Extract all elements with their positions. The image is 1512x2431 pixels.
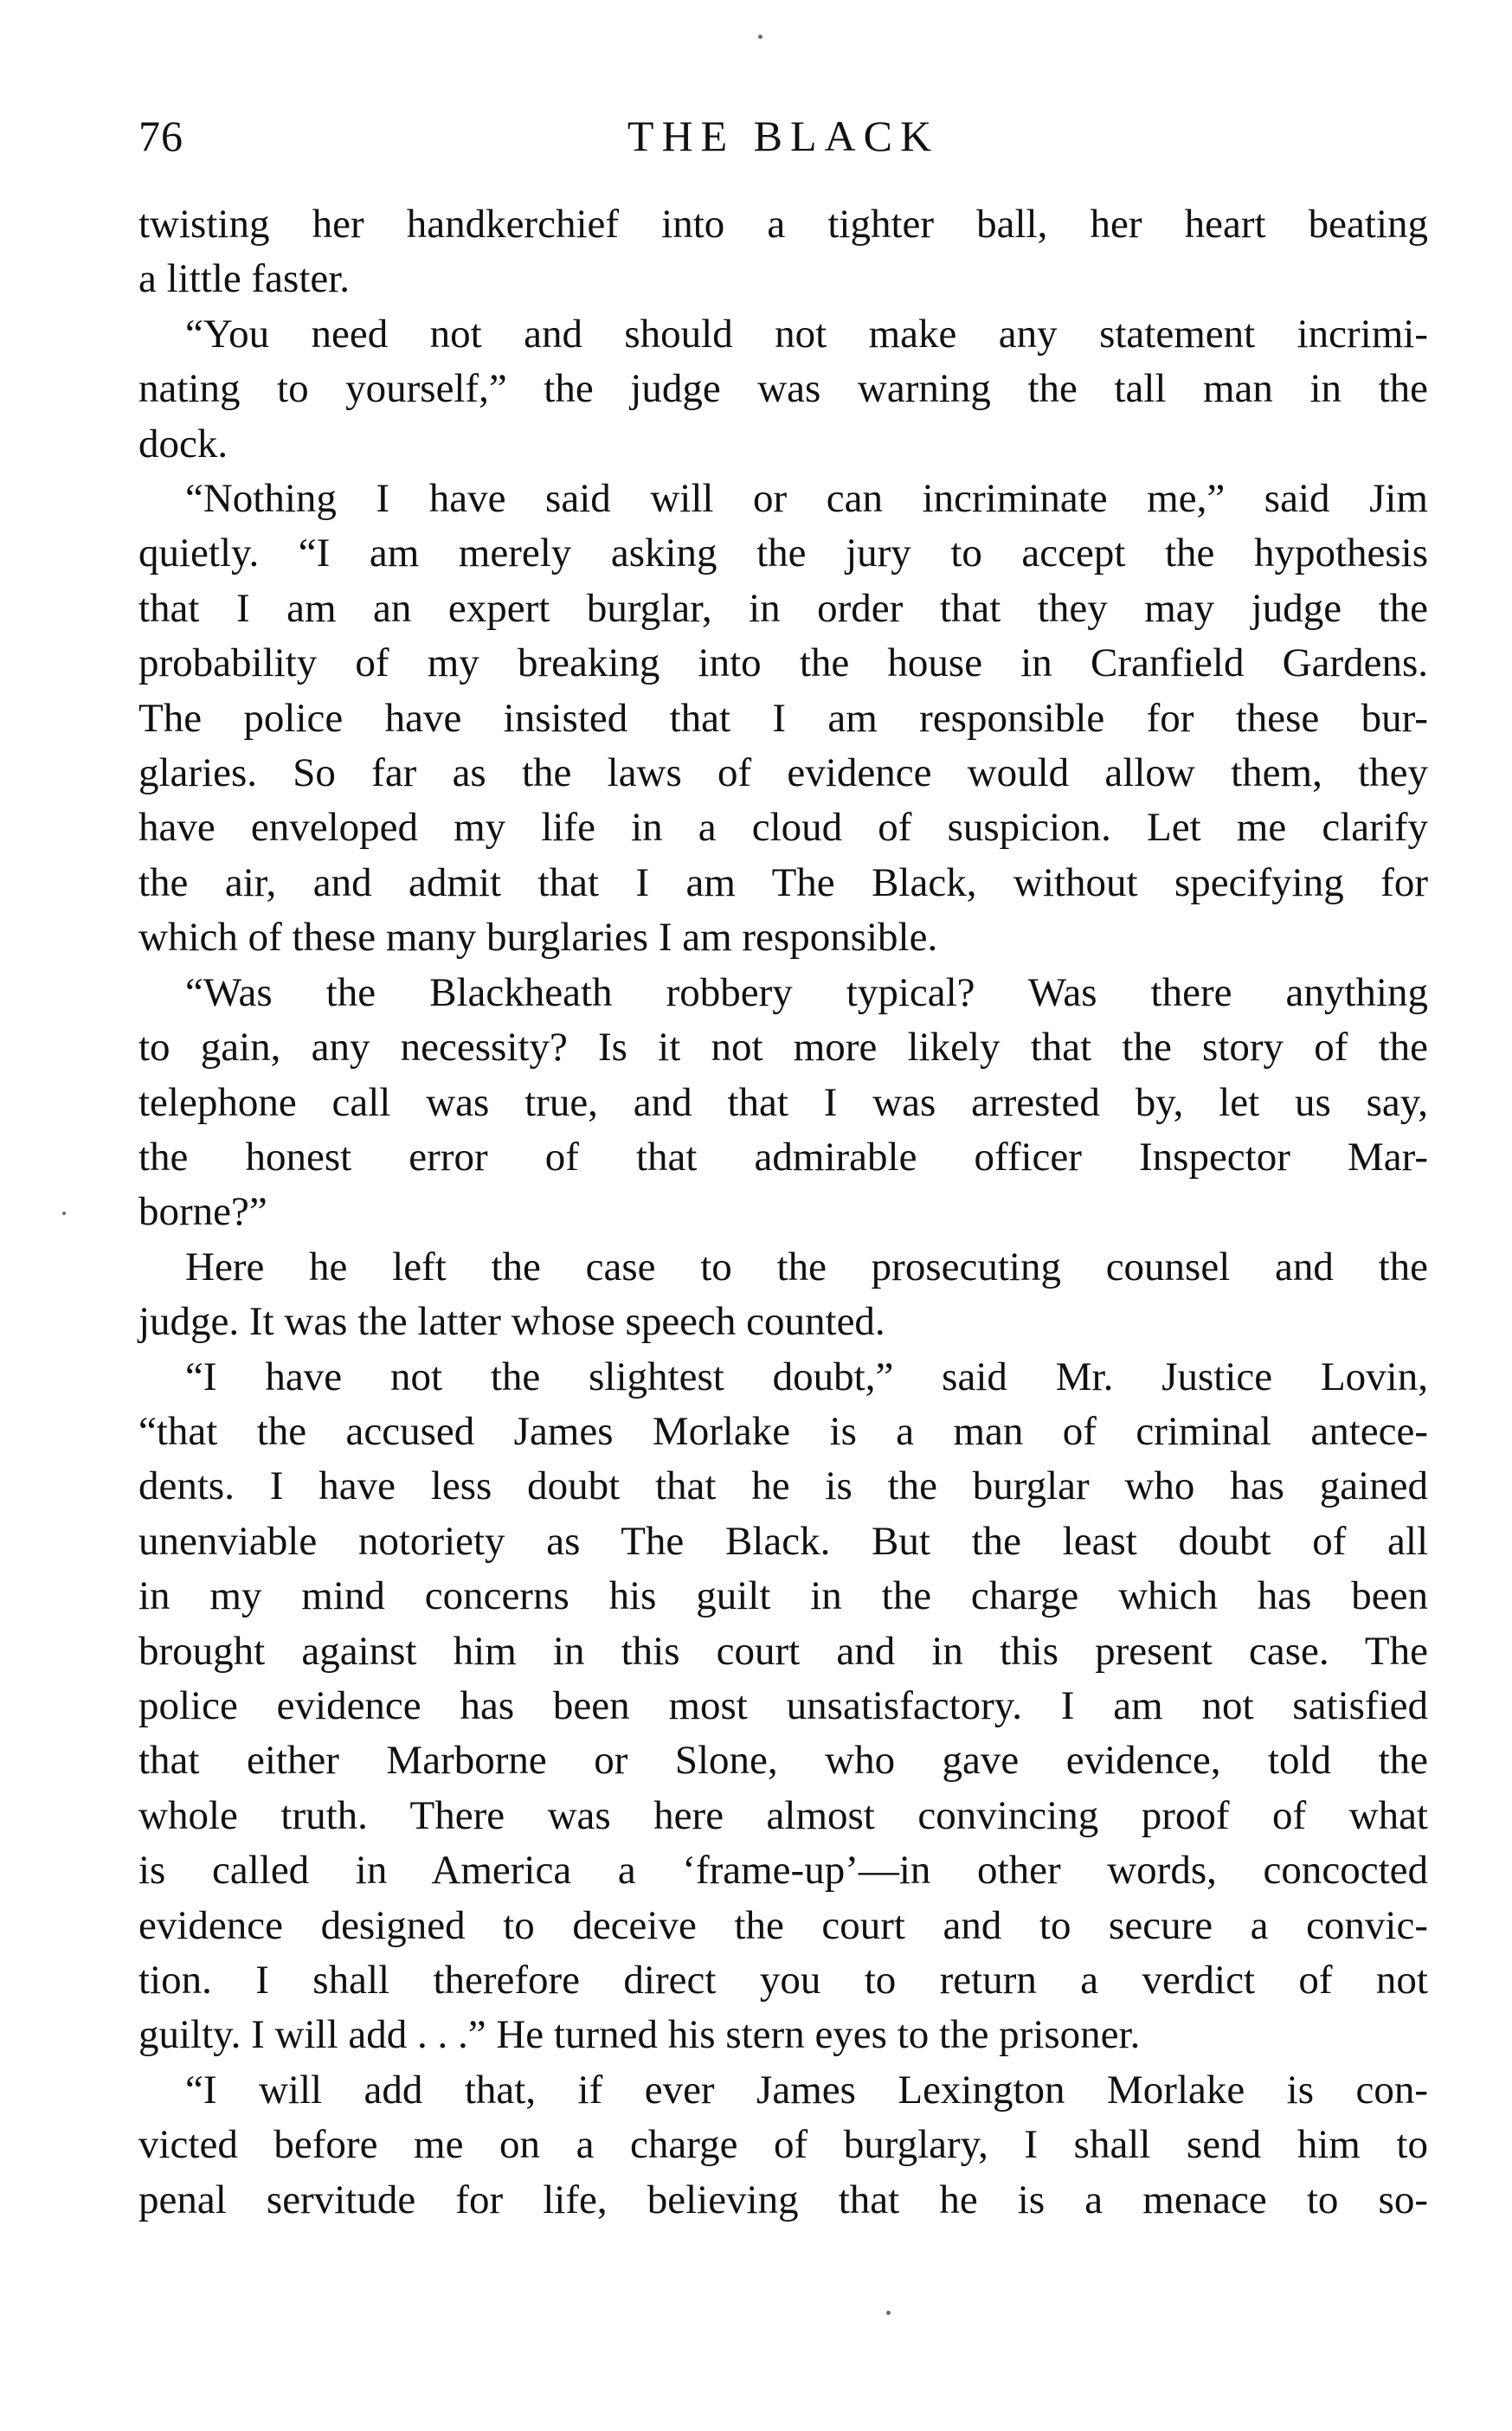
paragraph [138, 2063, 1428, 2228]
text-line: borne?” [138, 1189, 267, 1235]
paragraph [138, 1350, 1428, 2063]
paper-speck [758, 35, 762, 39]
text-line: in my mind concerns his guilt in the charge which has been [138, 1573, 1428, 1619]
paragraph [138, 1240, 1428, 1350]
paper-speck [886, 2311, 891, 2315]
running-title: THE BLACK [627, 112, 940, 160]
text-line: Here he left the case to the prosecuting counsel and the [185, 1244, 1428, 1289]
text-line: brought against him in this court and in this present case. The [138, 1628, 1428, 1674]
text-line: police evidence has been most unsatisfactory. I am not satisfied [138, 1682, 1428, 1728]
text-line: “I will add that, if ever James Lexington Morlake is con- [185, 2067, 1428, 2113]
running-head [138, 106, 1428, 166]
text-line: “I have not the slightest doubt,” said Mr. Justice Lovin, [185, 1354, 1428, 1399]
text-line: judge. It was the latter whose speech counted. [138, 1299, 885, 1345]
text-line: nating to yourself,” the judge was warning the tall man in the [138, 366, 1428, 412]
text-line: “You need not and should not make any statement incrimi- [185, 311, 1428, 357]
text-line: quietly. “I am merely asking the jury to accept the hypothesis [138, 531, 1428, 576]
paragraph [138, 197, 1428, 307]
text-line: penal servitude for life, believing that he is a menace to so- [138, 2177, 1428, 2222]
text-line: is called in America a ‘frame-up’—in other words, concocted [138, 1848, 1428, 1894]
text-line: twisting her handkerchief into a tighter ball, her heart beating [138, 202, 1428, 247]
text-line: victed before me on a charge of burglary, I shall send him to [138, 2122, 1428, 2168]
body-text [138, 197, 1428, 2228]
text-line: guilty. I will add . . .” He turned his stern eyes to the prisoner. [138, 2012, 1141, 2058]
text-line: that either Marborne or Slone, who gave evidence, told the [138, 1738, 1428, 1784]
text-line: glaries. So far as the laws of evidence would allow them, they [138, 750, 1428, 796]
text-line: dents. I have less doubt that he is the burglar who has gained [138, 1463, 1428, 1509]
text-line: whole truth. There was here almost convincing proof of what [138, 1792, 1428, 1838]
text-line: dock. [138, 421, 228, 466]
paper-speck [62, 1212, 66, 1215]
text-line: “Was the Blackheath robbery typical? Was there anything [185, 969, 1428, 1015]
text-line: the air, and admit that I am The Black, without specifying for [138, 859, 1428, 905]
paragraph [138, 307, 1428, 472]
text-line: telephone call was true, and that I was arrested by, let us say, [138, 1079, 1428, 1125]
text-line: a little faster. [138, 256, 351, 302]
text-line: probability of my breaking into the house in Cranfield Gardens. [138, 640, 1428, 686]
text-line: the honest error of that admirable officer Inspector Mar- [138, 1134, 1428, 1180]
text-line: that I am an expert burglar, in order that they may judge the [138, 585, 1428, 631]
paragraph [138, 472, 1428, 966]
text-line: unenviable notoriety as The Black. But the least doubt of all [138, 1518, 1428, 1564]
text-line: to gain, any necessity? Is it not more likely that the story of the [138, 1025, 1428, 1071]
text-line: The police have insisted that I am responsible for these bur- [138, 695, 1428, 741]
text-line: “that the accused James Morlake is a man of criminal antece- [138, 1408, 1428, 1454]
text-line: tion. I shall therefore direct you to return a verdict of not [138, 1958, 1428, 2003]
text-line: which of these many burglaries I am responsible. [138, 915, 938, 961]
text-line: have enveloped my life in a cloud of suspicion. Let me clarify [138, 805, 1428, 851]
text-line: “Nothing I have said will or can incriminate me,” said Jim [185, 476, 1428, 522]
page-number: 76 [138, 112, 183, 160]
text-line: evidence designed to deceive the court and to secure a convic- [138, 1902, 1428, 1948]
paragraph [138, 966, 1428, 1240]
